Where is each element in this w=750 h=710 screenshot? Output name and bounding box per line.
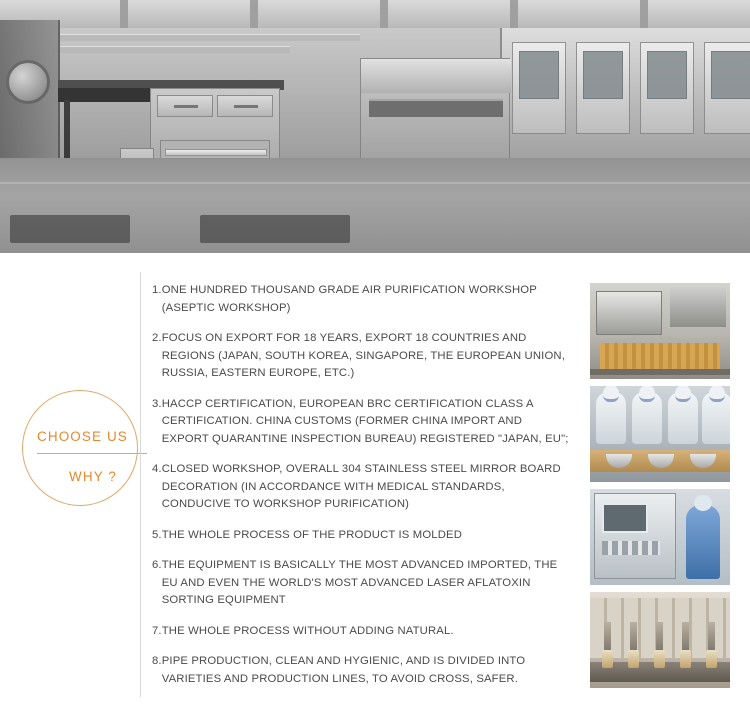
list-item <box>152 527 572 545</box>
thumbnail-control-panel-operator <box>590 489 730 585</box>
vertical-divider <box>140 272 141 697</box>
badge-divider <box>37 453 147 454</box>
hero-workshop-photo <box>0 0 750 253</box>
list-item-number: 4. <box>152 463 162 475</box>
list-item <box>152 330 572 383</box>
list-item-number: 6. <box>152 559 162 571</box>
thumbnail-roasting-machine <box>590 283 730 379</box>
list-item-text: ONE HUNDRED THOUSAND GRADE AIR PURIFICATION WORKSHOP (ASEPTIC WORKSHOP) <box>161 284 537 314</box>
list-item-text: THE WHOLE PROCESS OF THE PRODUCT IS MOLDED <box>161 528 463 541</box>
hero-photo-content <box>0 0 750 253</box>
list-item <box>152 282 572 317</box>
list-item-number: 2. <box>152 332 162 344</box>
thumbnail-filling-line <box>590 592 730 688</box>
list-item <box>152 623 572 641</box>
list-item-number: 1. <box>152 284 162 296</box>
list-item <box>152 396 572 449</box>
list-item <box>152 557 572 610</box>
list-item-number: 7. <box>152 624 162 637</box>
list-item <box>152 653 572 688</box>
badge-line-1: CHOOSE US <box>37 429 128 444</box>
badge-line-2: WHY ? <box>69 469 118 484</box>
list-item-text: THE WHOLE PROCESS WITHOUT ADDING NATURAL. <box>161 624 454 637</box>
list-item-text: THE EQUIPMENT IS BASICALLY THE MOST ADVANCED IMPORTED, THE EU AND EVEN THE WORLD'S MOST ADVANCED LASER AFLATOXIN SORTING EQUIPMENT <box>161 559 558 606</box>
thumbnail-workers-sorting <box>590 386 730 482</box>
why-choose-us-badge <box>22 390 138 506</box>
photo-tone-overlay <box>0 0 750 253</box>
list-item-text: FOCUS ON EXPORT FOR 18 YEARS, EXPORT 18 COUNTRIES AND REGIONS (JAPAN, SOUTH KOREA, SINGAPORE, THE EUROPEAN UNION, RUSSIA, EASTERN EUROPE, ETC.) <box>161 332 565 379</box>
list-item <box>152 461 572 514</box>
list-item-text: PIPE PRODUCTION, CLEAN AND HYGIENIC, AND IS DIVIDED INTO VARIETIES AND PRODUCTION LINES, TO AVOID CROSS, SAFER. <box>161 655 526 685</box>
list-item-text: HACCP CERTIFICATION, EUROPEAN BRC CERTIFICATION CLASS A CERTIFICATION. CHINA CUSTOMS (FORMER CHINA IMPORT AND EXPORT QUARANTINE INSPECTION BUREAU) REGISTERED "JAPAN, EU"; <box>161 397 569 445</box>
thumbnail-column <box>590 283 730 695</box>
list-item-number: 3. <box>152 397 162 410</box>
list-item-text: CLOSED WORKSHOP, OVERALL 304 STAINLESS STEEL MIRROR BOARD DECORATION (IN ACCORDANCE WITH MEDICAL STANDARDS, CONDUCIVE TO WORKSHOP PURIFICATION) <box>161 463 561 510</box>
list-item-number: 5. <box>152 528 162 541</box>
list-item-number: 8. <box>152 655 162 667</box>
reasons-list <box>152 282 572 701</box>
